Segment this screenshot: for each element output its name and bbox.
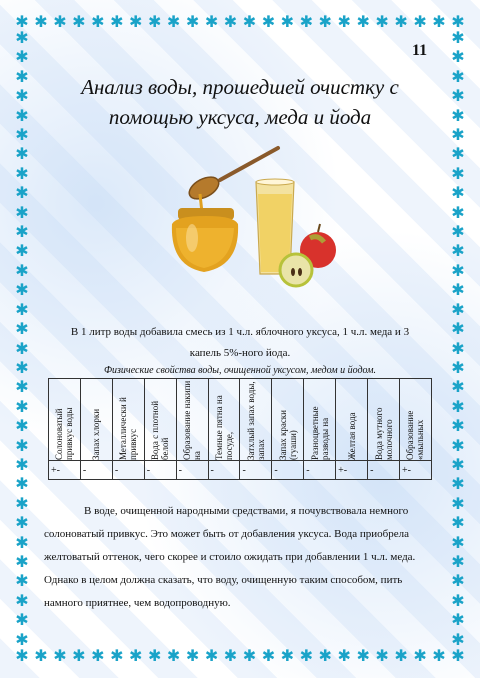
snowflake-icon: ✱	[413, 12, 427, 31]
page-number: 11	[412, 42, 428, 59]
snowflake-icon: ✱	[451, 610, 465, 630]
snowflake-icon: ✱	[110, 12, 124, 31]
snowflake-icon: ✱	[451, 12, 465, 31]
snowflake-icon: ✱	[15, 319, 29, 339]
snowflake-icon: ✱	[223, 646, 238, 665]
snowflake-icon: ✱	[15, 513, 29, 533]
snowflake-icon: ✱	[451, 222, 465, 242]
table-value-cell: +-	[49, 461, 81, 480]
table-header-cell	[368, 379, 400, 461]
snowflake-icon: ✱	[242, 646, 257, 665]
snowflake-icon: ✱	[451, 435, 465, 455]
snowflake-icon: ✱	[451, 260, 465, 280]
snowflake-icon: ✱	[15, 416, 29, 436]
snowflake-icon: ✱	[261, 646, 276, 665]
snowflake-icon: ✱	[15, 28, 29, 47]
snowflake-icon: ✱	[451, 377, 465, 397]
snowflake-icon: ✱	[394, 12, 408, 31]
table-value-cell: -	[304, 461, 336, 480]
title-line-2: помощью уксуса, меда и йода	[108, 105, 372, 129]
snowflake-icon: ✱	[451, 66, 465, 86]
snowflake-icon: ✱	[129, 646, 143, 665]
snowflake-icon: ✱	[15, 610, 29, 630]
table-header-cell	[176, 379, 208, 461]
snowflake-icon: ✱	[15, 646, 29, 665]
snowflake-icon: ✱	[147, 12, 162, 31]
table-value-cell: +-	[336, 461, 368, 480]
table-header-text: Запах краски (гуаши)	[277, 409, 298, 460]
honey-jar-juice-apple-illustration	[160, 142, 340, 292]
snowflake-icon: ✱	[185, 646, 200, 665]
snowflake-icon: ✱	[451, 202, 465, 222]
snowflake-icon: ✱	[451, 338, 465, 358]
snowflake-icon: ✱	[204, 646, 219, 665]
conclusion-paragraph	[44, 500, 440, 615]
snowflake-icon: ✱	[451, 319, 465, 339]
snowflake-icon: ✱	[185, 12, 200, 31]
snowflake-icon: ✱	[318, 12, 332, 31]
title-line-1: Анализ воды, прошедшей очистку с	[81, 75, 399, 99]
snowflake-icon: ✱	[451, 571, 465, 591]
page-title	[60, 72, 420, 132]
table-values-row	[49, 461, 432, 480]
snowflake-icon: ✱	[451, 299, 465, 319]
snowflake-icon: ✱	[375, 646, 389, 665]
table-header-text: Затхлый запах воды, запах	[245, 380, 266, 460]
snowflake-icon: ✱	[356, 646, 370, 665]
table-header-cell	[80, 379, 112, 461]
snowflake-icon: ✱	[15, 454, 29, 474]
snowflake-icon: ✱	[129, 12, 143, 31]
snowflake-icon: ✱	[72, 646, 86, 665]
snowflake-icon: ✱	[91, 646, 105, 665]
snowflake-icon: ✱	[15, 532, 29, 552]
snowflake-icon: ✱	[91, 12, 105, 31]
top-border	[14, 14, 466, 30]
snowflake-icon: ✱	[15, 144, 29, 164]
intro-paragraph	[40, 322, 440, 364]
table-header-text: Солоноватый привкус воды	[54, 407, 75, 460]
snowflake-icon: ✱	[15, 493, 29, 513]
snowflake-icon: ✱	[299, 12, 313, 31]
snowflake-icon: ✱	[15, 357, 29, 377]
snowflake-icon: ✱	[356, 12, 370, 31]
snowflake-icon: ✱	[15, 183, 29, 203]
table-value-cell: -	[368, 461, 400, 480]
snowflake-icon: ✱	[166, 646, 181, 665]
snowflake-icon: ✱	[394, 646, 408, 665]
table-header-text: Образование накипи на	[182, 380, 203, 460]
table-value-cell: -	[112, 461, 144, 480]
table-value-cell: -	[144, 461, 176, 480]
table-header-cell	[144, 379, 176, 461]
snowflake-icon: ✱	[451, 416, 465, 436]
table-value-cell: -	[208, 461, 240, 480]
snowflake-icon: ✱	[451, 396, 465, 416]
snowflake-icon: ✱	[15, 260, 29, 280]
water-properties-table	[48, 378, 432, 480]
snowflake-icon: ✱	[451, 241, 465, 261]
snowflake-icon: ✱	[72, 12, 86, 31]
table-header-cell	[208, 379, 240, 461]
table-header-text: Металлически й привкус	[118, 396, 139, 460]
table-value-cell: +-	[399, 461, 431, 480]
snowflake-icon: ✱	[299, 646, 313, 665]
snowflake-icon: ✱	[34, 646, 48, 665]
snowflake-icon: ✱	[15, 629, 29, 649]
snowflake-icon: ✱	[375, 12, 389, 31]
snowflake-icon: ✱	[223, 12, 238, 31]
snowflake-icon: ✱	[261, 12, 276, 31]
snowflake-icon: ✱	[451, 493, 465, 513]
table-header-cell	[240, 379, 272, 461]
bottom-border	[14, 648, 466, 664]
snowflake-icon: ✱	[15, 12, 29, 31]
snowflake-icon: ✱	[15, 396, 29, 416]
snowflake-icon: ✱	[451, 551, 465, 571]
snowflake-icon: ✱	[15, 163, 29, 183]
table-value-cell: -	[272, 461, 304, 480]
snowflake-icon: ✱	[451, 28, 465, 47]
table-header-text: Разноцветные разводы на	[309, 405, 330, 460]
snowflake-icon: ✱	[15, 125, 29, 145]
snowflake-icon: ✱	[451, 454, 465, 474]
table-value-cell: -	[80, 461, 112, 480]
snowflake-icon: ✱	[15, 241, 29, 261]
snowflake-icon: ✱	[451, 47, 465, 67]
snowflake-icon: ✱	[451, 144, 465, 164]
snowflake-icon: ✱	[280, 646, 295, 665]
snowflake-icon: ✱	[432, 646, 446, 665]
table-header-text: Вода с плотной белой	[150, 400, 171, 460]
snowflake-icon: ✱	[53, 646, 67, 665]
snowflake-icon: ✱	[15, 222, 29, 242]
snowflake-icon: ✱	[15, 47, 29, 67]
table-header-cell	[304, 379, 336, 461]
snowflake-icon: ✱	[451, 183, 465, 203]
snowflake-icon: ✱	[15, 590, 29, 610]
right-border	[450, 30, 466, 648]
intro-line-2: капель 5%-ного йода.	[189, 347, 291, 359]
snowflake-icon: ✱	[432, 12, 446, 31]
table-header-cell	[272, 379, 304, 461]
snowflake-icon: ✱	[15, 280, 29, 300]
table-header-text: Вода мутного молочного	[373, 407, 394, 460]
table-header-text: Желтая вода	[346, 411, 357, 460]
intro-line-1: В 1 литр воды добавила смесь из 1 ч.л. яблочного уксуса, 1 ч.л. меда и 3	[70, 326, 410, 338]
table-value-cell: -	[240, 461, 272, 480]
snowflake-icon: ✱	[451, 474, 465, 494]
snowflake-icon: ✱	[15, 377, 29, 397]
snowflake-icon: ✱	[451, 105, 465, 125]
snowflake-icon: ✱	[451, 646, 465, 665]
table-caption: Физические свойства воды, очищенной уксусом, медом и йодом.	[103, 365, 377, 376]
snowflake-icon: ✱	[451, 357, 465, 377]
snowflake-icon: ✱	[337, 646, 351, 665]
snowflake-icon: ✱	[34, 12, 48, 31]
snowflake-icon: ✱	[451, 513, 465, 533]
snowflake-icon: ✱	[110, 646, 124, 665]
snowflake-icon: ✱	[15, 202, 29, 222]
snowflake-icon: ✱	[53, 12, 67, 31]
table-header-text: Образование «мыльных	[405, 410, 426, 460]
table-header-text: Запах хлорки	[91, 408, 102, 460]
snowflake-icon: ✱	[451, 532, 465, 552]
snowflake-icon: ✱	[451, 629, 465, 649]
snowflake-icon: ✱	[242, 12, 257, 31]
table-header-row	[49, 379, 432, 461]
snowflake-icon: ✱	[15, 338, 29, 358]
snowflake-icon: ✱	[204, 12, 219, 31]
table-header-cell	[49, 379, 81, 461]
snowflake-icon: ✱	[15, 474, 29, 494]
table-header-cell	[112, 379, 144, 461]
conclusion-text: В воде, очищенной народными средствами, я почувствовала немного солоноватый привкус. Это может быть от добавления уксуса. Вода приобрела желтоватый оттенок, чего скорее и стоило ожидать при добавлении 1 ч.л. меда. Однако в целом должна сказать, что воду, очищенную таким способом, пить намного приятнее, чем водопроводную.	[44, 505, 416, 609]
left-border	[14, 30, 30, 648]
snowflake-icon: ✱	[15, 571, 29, 591]
snowflake-icon: ✱	[451, 280, 465, 300]
table-header-cell	[399, 379, 431, 461]
snowflake-icon: ✱	[15, 435, 29, 455]
snowflake-icon: ✱	[15, 66, 29, 86]
table-header-cell	[336, 379, 368, 461]
snowflake-icon: ✱	[15, 299, 29, 319]
snowflake-icon: ✱	[280, 12, 295, 31]
snowflake-icon: ✱	[166, 12, 181, 31]
snowflake-icon: ✱	[15, 551, 29, 571]
snowflake-icon: ✱	[451, 590, 465, 610]
snowflake-icon: ✱	[15, 86, 29, 106]
snowflake-icon: ✱	[451, 163, 465, 183]
snowflake-icon: ✱	[413, 646, 427, 665]
snowflake-icon: ✱	[147, 646, 162, 665]
snowflake-icon: ✱	[318, 646, 332, 665]
table-value-cell: -	[176, 461, 208, 480]
snowflake-icon: ✱	[15, 105, 29, 125]
snowflake-icon: ✱	[451, 86, 465, 106]
snowflake-icon: ✱	[451, 125, 465, 145]
table-header-text: Темные пятна на посуде,	[213, 394, 234, 460]
snowflake-icon: ✱	[337, 12, 351, 31]
